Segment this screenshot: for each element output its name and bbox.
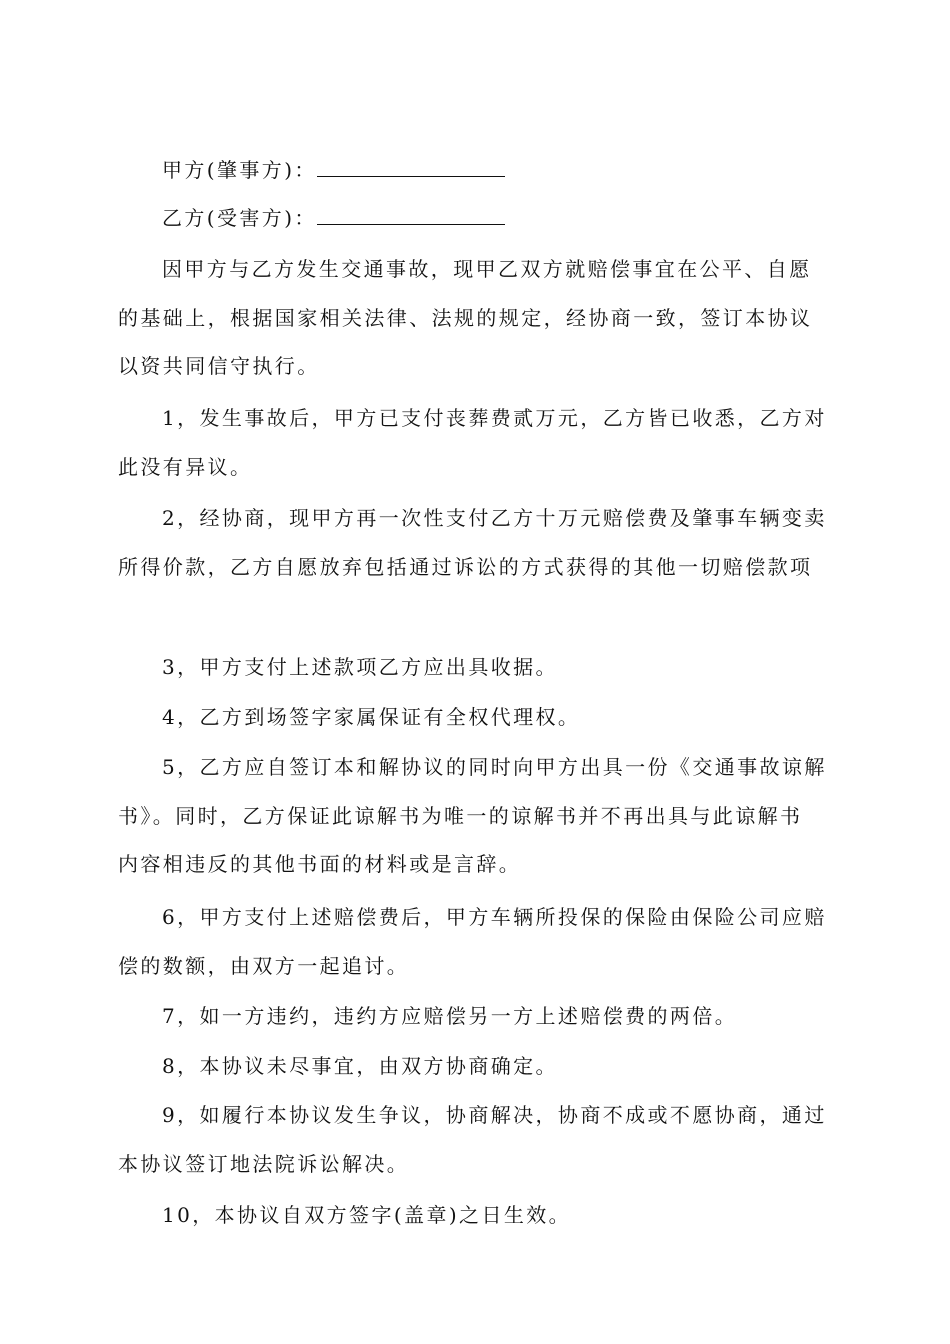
preamble-line: 因甲方与乙方发生交通事故，现甲乙双方就赔偿事宜在公平、自愿 (162, 257, 812, 281)
party-a-line (118, 146, 838, 195)
clause-5 (118, 743, 838, 889)
preamble-line: 以资共同信守执行。 (118, 354, 320, 378)
clause-line: 4，乙方到场签字家属保证有全权代理权。 (162, 705, 581, 729)
party-a-signature-blank (317, 158, 505, 177)
party-b-label: 乙方(受害方)： (162, 206, 317, 230)
clause-line: 2，经协商，现甲方再一次性支付乙方十万元赔偿费及肇事车辆变卖 (162, 506, 827, 530)
clause-6 (118, 893, 838, 990)
clause-9 (118, 1091, 838, 1188)
clause-line: 7，如一方违约，违约方应赔偿另一方上述赔偿费的两倍。 (162, 1004, 738, 1028)
clause-line: 10，本协议自双方签字(盖章)之日生效。 (162, 1203, 572, 1227)
clause-3 (118, 643, 838, 692)
clause-line: 偿的数额，由双方一起追讨。 (118, 953, 410, 978)
clause-7 (118, 992, 838, 1041)
clause-line: 书》。同时，乙方保证此谅解书为唯一的谅解书并不再出具与此谅解书 (118, 803, 803, 828)
party-a-label: 甲方(肇事方)： (162, 158, 317, 182)
party-b-line (118, 194, 838, 243)
preamble-line: 的基础上，根据国家相关法律、法规的规定，经协商一致，签订本协议 (118, 305, 813, 330)
clause-line: 8，本协议未尽事宜，由双方协商确定。 (162, 1054, 558, 1078)
clause-line: 1，发生事故后，甲方已支付丧葬费贰万元，乙方皆已收悉，乙方对 (162, 406, 827, 430)
party-b-signature-blank (317, 206, 505, 225)
clause-10 (118, 1191, 838, 1240)
clause-line: 9，如履行本协议发生争议，协商解决，协商不成或不愿协商，通过 (162, 1103, 827, 1127)
clause-8 (118, 1042, 838, 1091)
clause-line: 6，甲方支付上述赔偿费后，甲方车辆所投保的保险由保险公司应赔 (162, 905, 827, 929)
clause-line: 此没有异议。 (118, 454, 253, 479)
preamble-paragraph (118, 245, 838, 391)
clause-line: 3，甲方支付上述款项乙方应出具收据。 (162, 655, 558, 679)
clause-1 (118, 394, 838, 491)
clause-2 (118, 494, 838, 591)
clause-4 (118, 693, 838, 742)
clause-line: 所得价款，乙方自愿放弃包括通过诉讼的方式获得的其他一切赔偿款项 (118, 554, 813, 579)
clause-line: 5，乙方应自签订本和解协议的同时向甲方出具一份《交通事故谅解 (162, 755, 827, 779)
clause-line: 内容相违反的其他书面的材料或是言辞。 (118, 852, 522, 876)
clause-line: 本协议签订地法院诉讼解决。 (118, 1151, 410, 1176)
